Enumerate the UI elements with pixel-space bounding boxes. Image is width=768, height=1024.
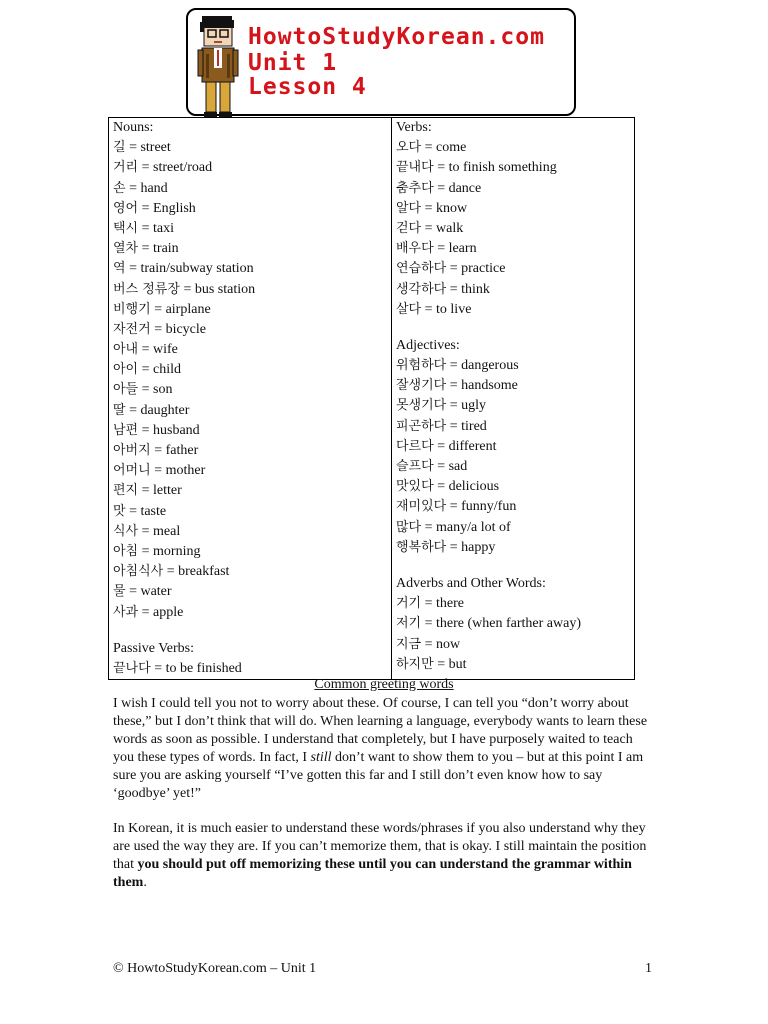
vocab-entry bbox=[113, 320, 391, 340]
korean-word: 재미있다 bbox=[396, 499, 447, 515]
site-banner bbox=[186, 8, 576, 116]
vocab-entry bbox=[113, 421, 391, 441]
vocab-entry bbox=[113, 340, 391, 360]
korean-word: 아내 bbox=[113, 342, 139, 358]
korean-word: 역 bbox=[113, 261, 126, 277]
english-meaning: = funny/fun bbox=[446, 499, 517, 515]
vocab-entry bbox=[113, 158, 391, 178]
english-meaning: = wife bbox=[138, 342, 178, 358]
english-meaning: = walk bbox=[421, 220, 464, 236]
vocab-left-column bbox=[109, 118, 392, 680]
korean-word: 아침식사 bbox=[113, 564, 164, 580]
vocab-entry bbox=[396, 614, 634, 634]
vocab-entry bbox=[396, 396, 634, 416]
vocab-entry bbox=[396, 280, 634, 300]
korean-word: 다르다 bbox=[396, 438, 434, 454]
paragraph-intro: I wish I could tell you not to worry about these. Of course, I can tell you “don’t worry about these,” but I don’t think that will do. When learning a language, everybody wants to learn these words as soon as possible. I understand that completely, but I have purposely waited to teach you these types of words. In fact, I still don’t want to show them to you – but at this point I am sure you are asking yourself “I’ve gotten this far and I still don’t even know how to say ‘goodbye’ yet!” bbox=[113, 696, 648, 801]
vocab-entry bbox=[396, 635, 634, 655]
korean-word: 아들 bbox=[113, 382, 139, 398]
vocab-entry bbox=[113, 441, 391, 461]
vocab-entry bbox=[113, 461, 391, 481]
korean-word: 물 bbox=[113, 584, 126, 600]
english-meaning: = mother bbox=[150, 463, 206, 479]
paragraph-advice: In Korean, it is much easier to understand these words/phrases if you also understand why they are used the way they are. If you can’t memorize them, that is okay. I still maintain the position that you should put off memorizing these until you can understand the grammar within them. bbox=[113, 821, 647, 890]
korean-word: 자전거 bbox=[113, 321, 151, 337]
page-number: 1 bbox=[645, 961, 652, 976]
english-meaning: = dance bbox=[433, 180, 482, 196]
adverbs-header: Adverbs and Other Words: bbox=[396, 575, 546, 591]
english-meaning: = come bbox=[421, 140, 467, 156]
english-meaning: = to finish something bbox=[433, 160, 557, 176]
korean-word: 끝나다 bbox=[113, 660, 151, 676]
english-meaning: = handsome bbox=[446, 378, 518, 394]
vocab-entry bbox=[113, 562, 391, 582]
adverbs-list bbox=[396, 594, 634, 675]
english-meaning: = son bbox=[138, 382, 173, 398]
korean-word: 딸 bbox=[113, 402, 126, 418]
korean-word: 택시 bbox=[113, 220, 139, 236]
vocab-entry bbox=[396, 417, 634, 437]
korean-word: 배우다 bbox=[396, 241, 434, 257]
english-meaning: = hand bbox=[125, 180, 168, 196]
english-meaning: = there bbox=[421, 596, 464, 612]
vocab-entry bbox=[113, 199, 391, 219]
english-meaning: = bus station bbox=[179, 281, 256, 297]
korean-word: 슬프다 bbox=[396, 459, 434, 474]
vocab-entry bbox=[396, 158, 634, 178]
korean-word: 어머니 bbox=[113, 463, 151, 479]
vocab-entry bbox=[396, 497, 634, 517]
english-meaning: = learn bbox=[433, 241, 477, 257]
vocab-entry bbox=[396, 518, 634, 538]
korean-word: 알다 bbox=[396, 200, 422, 216]
english-meaning: = there (when farther away) bbox=[421, 616, 581, 632]
vocab-entry bbox=[113, 481, 391, 501]
english-meaning: = letter bbox=[138, 483, 182, 499]
english-meaning: = happy bbox=[446, 539, 496, 555]
vocab-entry bbox=[396, 138, 634, 158]
korean-word: 저기 bbox=[396, 616, 422, 632]
english-meaning: = taxi bbox=[138, 220, 175, 236]
vocab-entry bbox=[396, 199, 634, 219]
english-meaning: = apple bbox=[138, 604, 184, 620]
korean-word: 식사 bbox=[113, 523, 139, 539]
english-meaning: = train/subway station bbox=[125, 261, 254, 277]
vocab-entry bbox=[113, 502, 391, 522]
english-meaning: = father bbox=[150, 443, 199, 458]
bold-advice: you should put off memorizing these until you can understand the grammar within them bbox=[113, 857, 632, 890]
vocab-entry bbox=[396, 594, 634, 614]
korean-word: 위험하다 bbox=[396, 358, 447, 374]
english-meaning: = to be finished bbox=[150, 660, 242, 676]
korean-word: 오다 bbox=[396, 140, 422, 156]
vocab-entry bbox=[113, 300, 391, 320]
english-meaning: = bicycle bbox=[150, 321, 207, 337]
korean-word: 못생기다 bbox=[396, 398, 447, 414]
vocab-entry bbox=[113, 280, 391, 300]
vocab-entry bbox=[113, 380, 391, 400]
korean-word: 많다 bbox=[396, 519, 422, 535]
english-meaning: = water bbox=[125, 584, 172, 600]
english-meaning: = practice bbox=[446, 261, 506, 277]
korean-word: 행복하다 bbox=[396, 539, 447, 555]
korean-word: 아이 bbox=[113, 362, 139, 378]
emphasis-still: still bbox=[310, 750, 332, 765]
english-meaning: = but bbox=[433, 656, 467, 672]
vocab-entry bbox=[396, 356, 634, 376]
vocab-entry bbox=[113, 582, 391, 602]
korean-word: 잘생기다 bbox=[396, 378, 447, 394]
korean-word: 맛있다 bbox=[396, 479, 434, 495]
english-meaning: = husband bbox=[138, 422, 200, 438]
korean-word: 영어 bbox=[113, 200, 139, 216]
korean-word: 연습하다 bbox=[396, 261, 447, 277]
english-meaning: = different bbox=[433, 438, 497, 454]
english-meaning: = taste bbox=[125, 503, 167, 519]
vocab-entry bbox=[113, 401, 391, 421]
adjectives-list bbox=[396, 356, 634, 558]
english-meaning: = street bbox=[125, 140, 171, 156]
vocab-entry bbox=[396, 538, 634, 558]
vocab-entry bbox=[396, 437, 634, 457]
korean-word: 거기 bbox=[396, 596, 422, 612]
vocab-entry bbox=[113, 259, 391, 279]
korean-word: 사과 bbox=[113, 604, 139, 620]
vocab-entry bbox=[113, 179, 391, 199]
vocab-entry bbox=[396, 300, 634, 320]
korean-word: 하지만 bbox=[396, 656, 434, 672]
adjectives-header: Adjectives: bbox=[396, 337, 460, 353]
english-meaning: = tired bbox=[446, 418, 487, 434]
vocab-entry bbox=[396, 259, 634, 279]
english-meaning: = morning bbox=[138, 543, 201, 559]
english-meaning: = street/road bbox=[138, 160, 213, 176]
vocab-entry bbox=[113, 542, 391, 562]
site-name: HowtoStudyKorean.com bbox=[248, 24, 545, 50]
korean-word: 살다 bbox=[396, 301, 422, 317]
vocab-entry bbox=[113, 360, 391, 380]
vocab-entry bbox=[396, 457, 634, 477]
vocab-entry bbox=[113, 239, 391, 259]
footer-copyright: © HowtoStudyKorean.com – Unit 1 bbox=[113, 961, 317, 976]
korean-word: 춤추다 bbox=[396, 180, 434, 196]
vocab-entry bbox=[396, 219, 634, 239]
vocab-entry bbox=[396, 376, 634, 396]
vocab-entry bbox=[113, 138, 391, 158]
korean-word: 끝내다 bbox=[396, 160, 434, 176]
vocab-entry bbox=[113, 219, 391, 239]
english-meaning: = sad bbox=[433, 459, 468, 474]
korean-word: 열차 bbox=[113, 241, 139, 257]
english-meaning: = think bbox=[446, 281, 490, 297]
korean-word: 거리 bbox=[113, 160, 139, 176]
english-meaning: = to live bbox=[421, 301, 472, 317]
english-meaning: = ugly bbox=[446, 398, 487, 414]
english-meaning: = know bbox=[421, 200, 468, 216]
korean-word: 남편 bbox=[113, 422, 139, 438]
vocab-entry bbox=[396, 655, 634, 675]
english-meaning: = English bbox=[138, 200, 196, 216]
english-meaning: = daughter bbox=[125, 402, 190, 418]
korean-word: 맛 bbox=[113, 503, 126, 519]
lesson-label: Lesson 4 bbox=[248, 74, 367, 100]
korean-word: 손 bbox=[113, 180, 126, 196]
vocab-entry bbox=[396, 239, 634, 259]
english-meaning: = breakfast bbox=[163, 564, 230, 580]
korean-word: 편지 bbox=[113, 483, 139, 499]
english-meaning: = meal bbox=[138, 523, 181, 539]
english-meaning: = child bbox=[138, 362, 182, 378]
vocab-entry bbox=[396, 179, 634, 199]
korean-word: 아버지 bbox=[113, 443, 151, 458]
korean-word: 생각하다 bbox=[396, 281, 447, 297]
cartoon-teacher-icon bbox=[196, 14, 240, 118]
english-meaning: = now bbox=[421, 636, 461, 652]
section-heading: Common greeting words bbox=[314, 677, 454, 692]
korean-word: 아침 bbox=[113, 543, 139, 559]
verbs-list bbox=[396, 138, 634, 320]
english-meaning: = airplane bbox=[150, 301, 211, 317]
vocab-entry bbox=[113, 522, 391, 542]
vocabulary-table bbox=[108, 117, 635, 680]
english-meaning: = train bbox=[138, 241, 179, 257]
korean-word: 걷다 bbox=[396, 220, 422, 236]
korean-word: 길 bbox=[113, 140, 126, 156]
verbs-header: Verbs: bbox=[396, 120, 432, 135]
vocab-entry bbox=[396, 477, 634, 497]
korean-word: 지금 bbox=[396, 636, 422, 652]
korean-word: 버스 정류장 bbox=[113, 281, 180, 297]
unit-label: Unit 1 bbox=[248, 50, 338, 76]
english-meaning: = many/a lot of bbox=[421, 519, 511, 535]
english-meaning: = dangerous bbox=[446, 358, 519, 374]
vocab-entry bbox=[113, 603, 391, 623]
korean-word: 비행기 bbox=[113, 301, 151, 317]
vocab-right-column bbox=[392, 118, 635, 680]
passive-verbs-header: Passive Verbs: bbox=[113, 640, 195, 656]
nouns-header: Nouns: bbox=[113, 120, 154, 135]
nouns-list bbox=[113, 138, 391, 623]
korean-word: 피곤하다 bbox=[396, 418, 447, 434]
english-meaning: = delicious bbox=[433, 479, 500, 495]
